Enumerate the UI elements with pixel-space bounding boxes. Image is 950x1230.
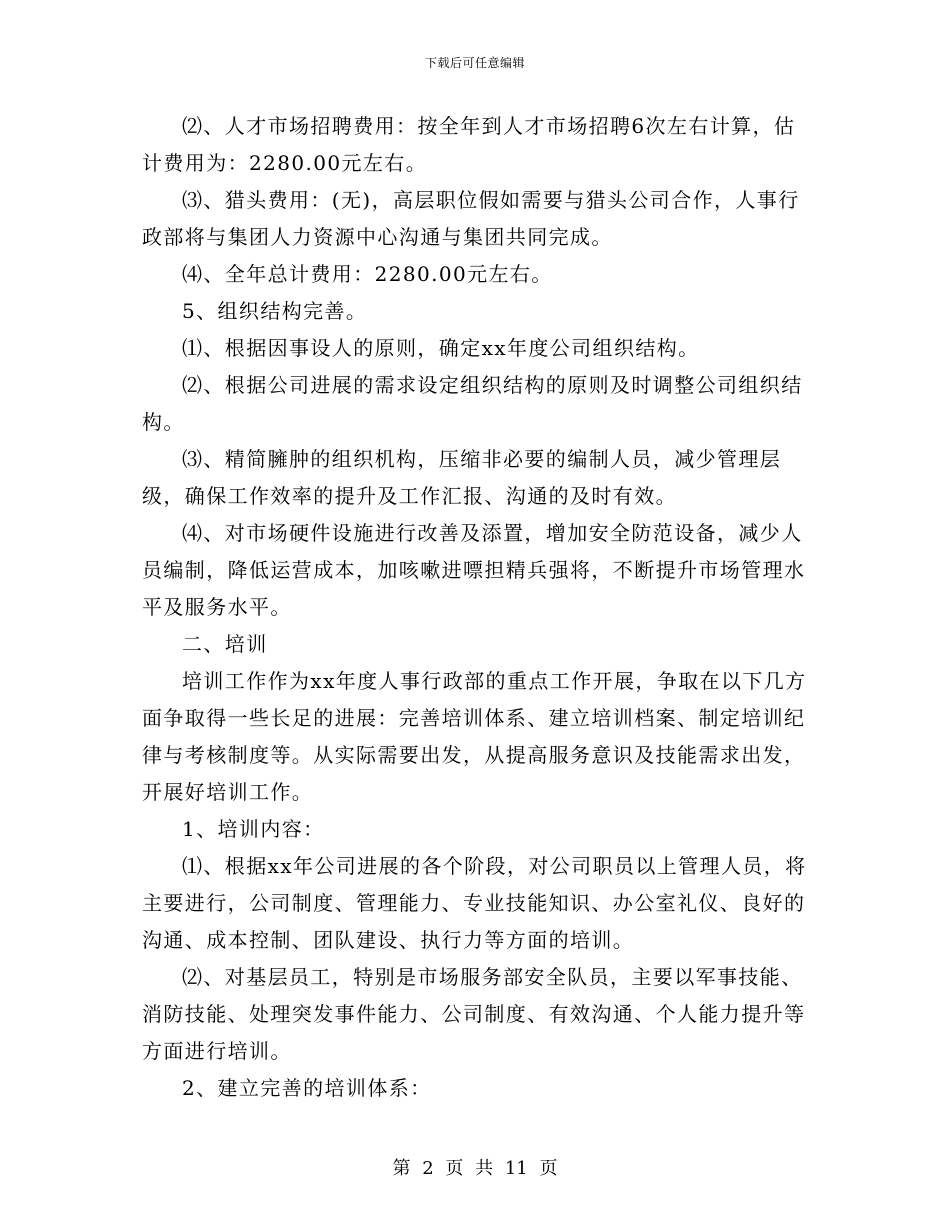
page-header: 下载后可任意编辑 bbox=[424, 56, 525, 70]
section-heading: 二、培训 bbox=[182, 632, 268, 656]
section-heading: 1、培训内容： bbox=[182, 817, 325, 841]
section-heading: 5、组织结构完善。 bbox=[182, 299, 368, 323]
document-body bbox=[142, 108, 814, 1107]
section-heading: 2、建立完善的培训体系： bbox=[182, 1076, 432, 1100]
page-footer: 第 2 页 共 11 页 bbox=[392, 1158, 558, 1179]
paragraph: ⑴、根据因事设人的原则，确定xx年度公司组织结构。 bbox=[182, 336, 700, 360]
paragraph: ⑷、对市场硬件设施进行改善及添置，增加安全防范设备，减少人员编制，降低运营成本，加咳嗽进嘌担精兵强将，不断提升市场管理水平及服务水平。 bbox=[142, 521, 806, 619]
paragraph: ⑵、根据公司进展的需求设定组织结构的原则及时调整公司组织结构。 bbox=[142, 373, 803, 434]
paragraph: ⑵、对基层员工，特别是市场服务部安全队员，主要以军事技能、消防技能、处理突发事件能力、公司制度、有效沟通、个人能力提升等方面进行培训。 bbox=[142, 965, 806, 1063]
paragraph: ⑵、人才市场招聘费用：按全年到人才市场招聘6次左右计算，估计费用为：2280.00元左右。 bbox=[142, 114, 796, 175]
paragraph: ⑶、猎头费用：(无)，高层职位假如需要与猎头公司合作，人事行政部将与集团人力资源中心沟通与集团共同完成。 bbox=[142, 188, 800, 249]
paragraph: 培训工作作为xx年度人事行政部的重点工作开展，争取在以下几方面争取得一些长足的进展：完善培训体系、建立培训档案、制定培训纪律与考核制度等。从实际需要出发，从提高服务意识及技能需求出发，开展好培训工作。 bbox=[142, 669, 807, 804]
paragraph: ⑶、精简臃肿的组织机构，压缩非必要的编制人员，减少管理层级，确保工作效率的提升及工作汇报、沟通的及时有效。 bbox=[142, 447, 782, 508]
paragraph: ⑷、全年总计费用：2280.00元左右。 bbox=[182, 262, 553, 286]
paragraph: ⑴、根据xx年公司进展的各个阶段，对公司职员以上管理人员，将主要进行，公司制度、管理能力、专业技能知识、办公室礼仪、良好的沟通、成本控制、团队建设、执行力等方面的培训。 bbox=[142, 854, 807, 952]
